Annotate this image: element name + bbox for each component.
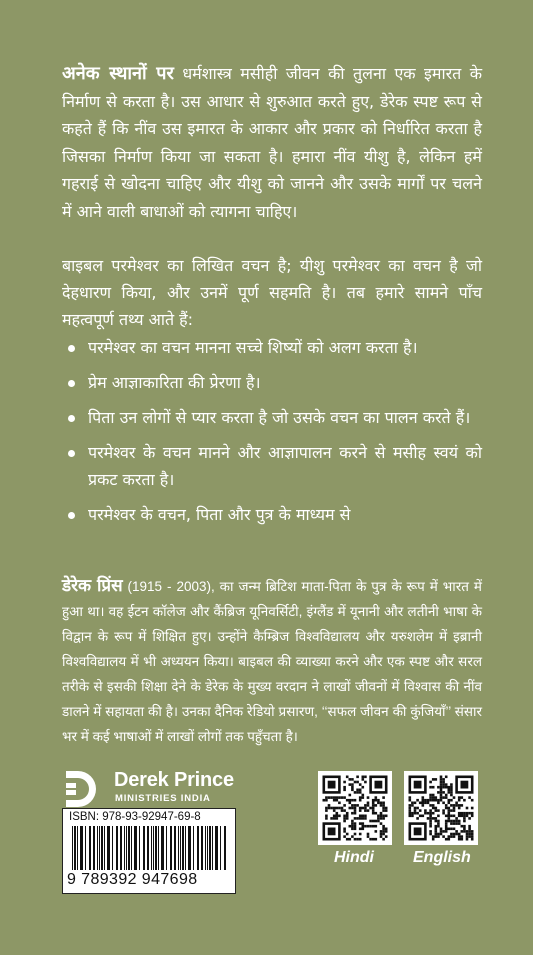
qr-code-hindi — [318, 771, 392, 845]
barcode-bars — [68, 826, 230, 872]
bullet-icon — [68, 380, 75, 387]
author-bio-text: (1915 - 2003), का जन्म ब्रिटिश माता-पिता के पुत्र के रूप में भारत में हुआ था। वह ईटन कॉलेज और कैंब्रिज यूनिवर्सिटी, इंग्लैंड में यूनानी और लतीनी भाषा के विद्वान के रूप में शिक्षित हुए। उन्होंने कैम्ब्रिज विश्वविद्यालय और यरुशलेम में इब्रानी विश्वविद्यालय में भी अध्ययन किया। बाइबल की व्याख्या करने और एक स्पष्ट और सरल तरीके से इसकी शिक्षा देने के डेरेक के मुख्य वरदान ने लाखों जीवनों में विश्वास की नींव डालने में सहायता की है। उनका दैनिक रेडियो प्रसारण, ‘‘सफल जीवन की कुंजियाँ’’ संसार भर में कई भाषाओं में लाखों लोगों तक पहुँचता है। — [62, 579, 482, 744]
list-item: परमेश्वर का वचन मानना सच्चे शिष्यों को अलग करता है। — [62, 334, 482, 361]
publisher-subtitle: MINISTRIES INDIA — [115, 793, 211, 804]
publisher-name: Derek Prince — [114, 769, 234, 791]
bullet-icon — [68, 450, 75, 457]
list-item: परमेश्वर के वचन, पिता और पुत्र के माध्यम से — [62, 501, 482, 528]
facts-list — [62, 334, 482, 536]
ean-digits: 9 789392 947698 — [67, 871, 198, 888]
bullet-icon — [68, 512, 75, 519]
qr-label-english: English — [413, 849, 471, 866]
intro-paragraph — [62, 60, 482, 225]
bullet-icon — [68, 415, 75, 422]
qr-label-hindi: Hindi — [334, 849, 374, 866]
list-item: प्रेम आज्ञाकारिता की प्रेरणा है। — [62, 369, 482, 396]
derek-prince-ministries-logo-icon — [62, 767, 106, 811]
isbn-barcode — [62, 808, 236, 894]
author-name: डेरेक प्रिंस — [62, 576, 123, 595]
intro-text: धर्मशास्त्र मसीही जीवन की तुलना एक इमारत के निर्माण से करता है। उस आधार से शुरुआत करते हुए, डेरेक स्पष्ट रूप से कहते हैं कि नींव उस इमारत के आकार और प्रकार को निर्धारित करता है जिसका निर्माण किया जा सकता है। हमारा नींव यीशु है, लेकिन हमें गहराई से खोदना चाहिए और यीशु को जानने और उसके मार्गों पर चलने में आने वाली बाधाओं को त्यागना चाहिए। — [62, 64, 482, 221]
word-paragraph: बाइबल परमेश्वर का लिखित वचन है; यीशु परमेश्वर का वचन है जो देहधारण किया, और उनमें पूर्ण सहमति है। तब हमारे सामने पाँच महत्वपूर्ण तथ्य आते हैं: — [62, 256, 482, 329]
intro-lead: अनेक स्थानों पर — [62, 63, 174, 84]
qr-code-icon — [404, 771, 478, 845]
qr-code-icon — [318, 771, 392, 845]
list-item: परमेश्वर के वचन मानने और आज्ञापालन करने से मसीह स्वयं को प्रकट करता है। — [62, 439, 482, 493]
bullet-icon — [68, 345, 75, 352]
publisher-logo — [62, 767, 282, 811]
author-bio — [62, 573, 482, 749]
list-item: पिता उन लोगों से प्यार करता है जो उसके वचन का पालन करते हैं। — [62, 404, 482, 431]
isbn-number: ISBN: 978-93-92947-69-8 — [69, 811, 201, 823]
qr-code-english — [404, 771, 478, 845]
